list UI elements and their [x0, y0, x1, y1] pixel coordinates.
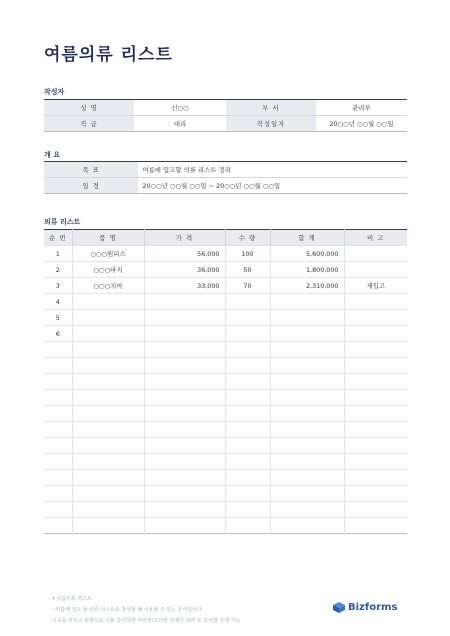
cell-name[interactable]: ○○○원피스 [72, 246, 144, 262]
cell-total[interactable] [270, 374, 344, 390]
cell-no[interactable]: 4 [44, 294, 72, 310]
cell-name[interactable] [72, 310, 144, 326]
cell-no[interactable]: 6 [44, 326, 72, 342]
cell-total[interactable] [270, 390, 344, 406]
cell-qty[interactable] [225, 406, 270, 422]
section-list-label: 의류 리스트 [44, 218, 81, 226]
cell-total[interactable] [270, 310, 344, 326]
cell-price[interactable] [144, 406, 225, 422]
cell-name[interactable] [72, 422, 144, 438]
table-row [44, 470, 407, 486]
cell-qty[interactable] [225, 454, 270, 470]
brand-logo[interactable] [333, 602, 397, 613]
cell-note[interactable]: 재입고 [344, 278, 407, 294]
table-row [44, 390, 407, 406]
cell-no[interactable] [44, 486, 72, 502]
cell-note[interactable] [344, 438, 407, 454]
cell-note[interactable] [344, 358, 407, 374]
cell-note[interactable] [344, 470, 407, 486]
header-no: 순 번 [44, 230, 72, 246]
cell-no[interactable] [44, 454, 72, 470]
cell-total[interactable] [270, 326, 344, 342]
cell-price[interactable] [144, 342, 225, 358]
cell-name[interactable] [72, 454, 144, 470]
cell-name[interactable] [72, 358, 144, 374]
cell-total[interactable] [270, 422, 344, 438]
overview-table [44, 161, 407, 194]
header-total: 합 계 [270, 230, 344, 246]
cell-no[interactable] [44, 470, 72, 486]
cell-qty[interactable]: 100 [225, 246, 270, 262]
cell-qty[interactable] [225, 374, 270, 390]
cell-qty[interactable] [225, 486, 270, 502]
cell-qty[interactable] [225, 358, 270, 374]
cell-qty[interactable] [225, 422, 270, 438]
cell-total[interactable]: 5,600,000 [270, 246, 344, 262]
info-row [44, 116, 407, 132]
cell-total[interactable] [270, 294, 344, 310]
cell-note[interactable] [344, 262, 407, 278]
cell-qty[interactable] [225, 342, 270, 358]
cell-no[interactable] [44, 502, 72, 518]
cell-qty[interactable] [225, 390, 270, 406]
cell-qty[interactable] [225, 294, 270, 310]
table-row [44, 438, 407, 454]
schedule-value[interactable]: 20○○년 ○○월 ○○일 ~ 20○○년 ○○월 ○○일 [142, 182, 281, 190]
bullet-icon: • [52, 596, 57, 602]
cell-name[interactable] [72, 342, 144, 358]
cell-total[interactable] [270, 438, 344, 454]
table-row [44, 326, 407, 342]
table-row [44, 358, 407, 374]
cell-name[interactable] [72, 406, 144, 422]
table-row [44, 342, 407, 358]
cell-price[interactable] [144, 454, 225, 470]
cell-name[interactable] [72, 438, 144, 454]
cell-qty[interactable] [225, 502, 270, 518]
cell-qty[interactable] [225, 518, 270, 534]
cell-price[interactable] [144, 310, 225, 326]
cell-price[interactable] [144, 294, 225, 310]
cell-note[interactable] [344, 342, 407, 358]
cell-no[interactable]: 1 [44, 246, 72, 262]
cell-note[interactable] [344, 422, 407, 438]
cell-name[interactable] [72, 374, 144, 390]
cell-total[interactable] [270, 342, 344, 358]
cell-no[interactable]: 3 [44, 278, 72, 294]
cell-total[interactable] [270, 406, 344, 422]
date-label: 작성일자 [226, 116, 316, 132]
cell-price[interactable]: 33,000 [144, 278, 225, 294]
cell-qty[interactable]: 70 [225, 278, 270, 294]
footer-line-1: 여름의류 리스트 [56, 596, 92, 602]
goal-value[interactable]: 여름에 입고할 의류 리스트 정리 [138, 162, 407, 178]
cell-note[interactable] [344, 502, 407, 518]
rank-label: 직 급 [44, 116, 134, 132]
cell-no[interactable] [44, 422, 72, 438]
cell-price[interactable]: 56,000 [144, 246, 225, 262]
cell-name[interactable] [72, 294, 144, 310]
cell-price[interactable] [144, 518, 225, 534]
header-note: 비 고 [344, 230, 407, 246]
cell-total[interactable] [270, 454, 344, 470]
table-row [44, 406, 407, 422]
cell-no[interactable] [44, 358, 72, 374]
table-row [44, 422, 407, 438]
cell-qty[interactable] [225, 310, 270, 326]
cell-no[interactable]: 2 [44, 262, 72, 278]
cell-no[interactable] [44, 374, 72, 390]
table-row [44, 278, 407, 294]
cell-total[interactable]: 1,800,000 [270, 262, 344, 278]
table-row [44, 502, 407, 518]
cell-name[interactable] [72, 518, 144, 534]
section-author-label: 작성자 [44, 88, 65, 96]
cell-price[interactable] [144, 486, 225, 502]
cell-no[interactable] [44, 518, 72, 534]
table-row [44, 262, 407, 278]
header-price: 가 격 [144, 230, 225, 246]
clothing-list-table [44, 229, 407, 534]
cell-note[interactable] [344, 390, 407, 406]
footer-note [52, 594, 240, 627]
table-row [44, 518, 407, 534]
info-row [44, 100, 407, 116]
cell-note[interactable] [344, 246, 407, 262]
cell-no[interactable]: 5 [44, 310, 72, 326]
cell-name[interactable] [72, 486, 144, 502]
cell-total[interactable] [270, 358, 344, 374]
cell-name[interactable]: ○○○치마 [72, 278, 144, 294]
cell-no[interactable] [44, 390, 72, 406]
section-overview-label: 개 요 [44, 151, 60, 159]
cell-note[interactable] [344, 310, 407, 326]
overview-row [44, 178, 407, 194]
cell-total[interactable] [270, 486, 344, 502]
cell-price[interactable] [144, 374, 225, 390]
cell-qty[interactable] [225, 470, 270, 486]
table-row [44, 486, 407, 502]
cell-total[interactable] [270, 502, 344, 518]
cell-no[interactable] [44, 342, 72, 358]
overview-row [44, 162, 407, 178]
dept-label: 부 서 [226, 100, 316, 116]
cell-note[interactable] [344, 326, 407, 342]
brand-name: Bizforms [348, 602, 398, 613]
table-row [44, 246, 407, 262]
cell-note[interactable] [344, 374, 407, 390]
cell-price[interactable] [144, 502, 225, 518]
footer-line-3: 이곳을 마우스 왼쪽으로 더블 클릭하면 머리말/꼬리말 삭제가 되며 또 꼬리말 삭제 가능 [52, 618, 241, 624]
cell-name[interactable] [72, 326, 144, 342]
cell-note[interactable] [344, 406, 407, 422]
cell-price[interactable] [144, 326, 225, 342]
cell-total[interactable] [270, 470, 344, 486]
rank-value[interactable]: 대리 [134, 116, 226, 132]
table-row [44, 454, 407, 470]
cell-price[interactable] [144, 470, 225, 486]
cell-name[interactable] [72, 470, 144, 486]
cell-note[interactable] [344, 518, 407, 534]
table-row [44, 310, 407, 326]
cell-price[interactable] [144, 390, 225, 406]
bizforms-logo-icon [333, 602, 345, 613]
cell-qty[interactable] [225, 326, 270, 342]
name-label: 성 명 [44, 100, 134, 116]
footer-line-2: - 여름에 입고 할 의류 리스트를 작성할 때 사용할 수 있는 문서입니다. [52, 607, 204, 613]
date-value[interactable]: 20○○년 ○○월 ○○일 [316, 116, 407, 132]
cell-no[interactable] [44, 406, 72, 422]
cell-qty[interactable]: 50 [225, 262, 270, 278]
cell-price[interactable] [144, 422, 225, 438]
cell-qty[interactable] [225, 438, 270, 454]
header-name: 품 명 [72, 230, 144, 246]
cell-price[interactable] [144, 358, 225, 374]
header-qty: 수 량 [225, 230, 270, 246]
page-title: 여름의류 리스트 [44, 45, 173, 65]
cell-total[interactable]: 2,310,000 [270, 278, 344, 294]
cell-price[interactable]: 36,000 [144, 262, 225, 278]
cell-name[interactable] [72, 502, 144, 518]
cell-name[interactable]: ○○○바지 [72, 262, 144, 278]
author-info-table [44, 99, 407, 132]
cell-note[interactable] [344, 294, 407, 310]
cell-note[interactable] [344, 454, 407, 470]
cell-price[interactable] [144, 438, 225, 454]
name-value[interactable]: 신○○ [134, 100, 226, 116]
cell-no[interactable] [44, 438, 72, 454]
cell-name[interactable] [72, 390, 144, 406]
table-row [44, 294, 407, 310]
dept-value[interactable]: 관리부 [316, 100, 407, 116]
table-header-row [44, 230, 407, 246]
cell-total[interactable] [270, 518, 344, 534]
goal-label: 목 표 [44, 162, 138, 178]
schedule-label: 일 정 [44, 178, 138, 194]
cell-note[interactable] [344, 486, 407, 502]
table-row [44, 374, 407, 390]
